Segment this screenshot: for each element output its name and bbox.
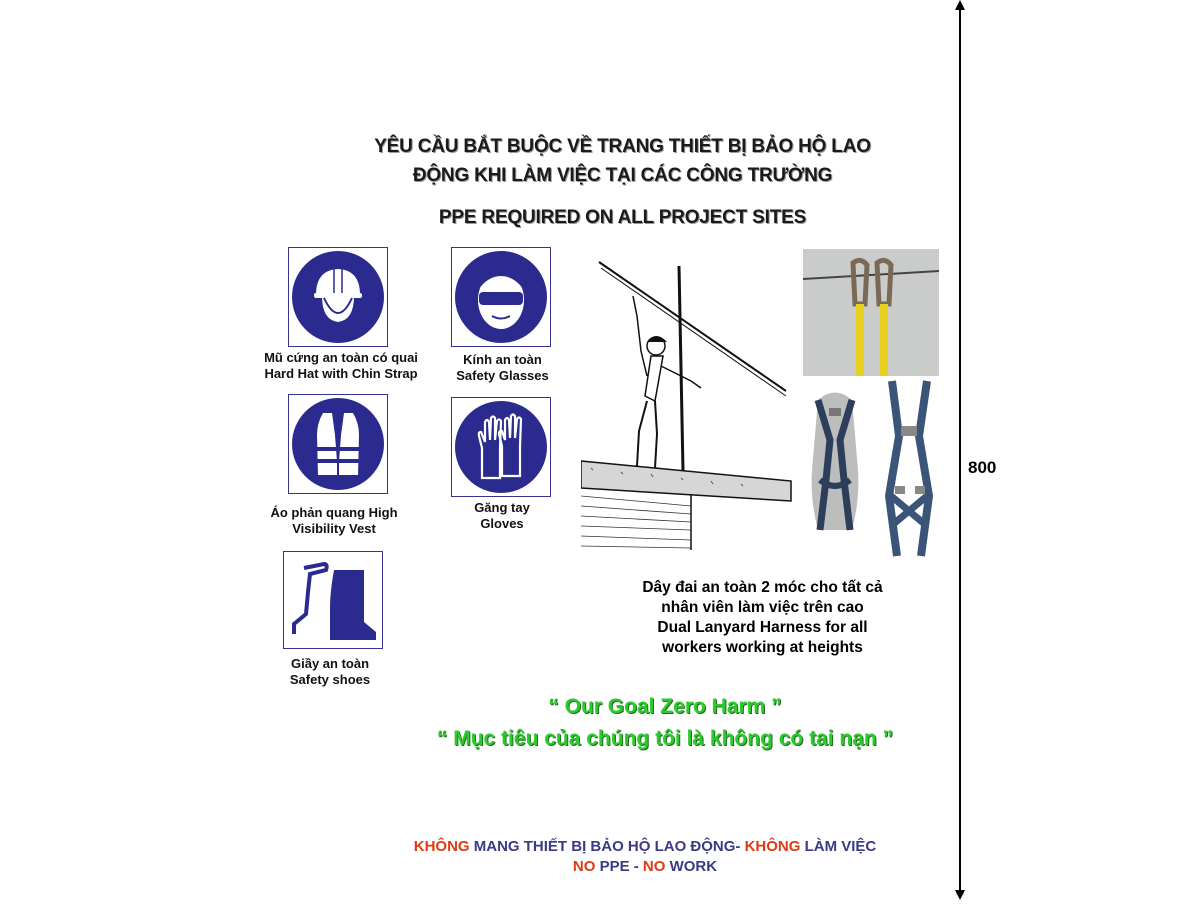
gloves-caption-vi: Găng tay [474,500,530,515]
harness-photo-back [800,380,870,560]
harness-caption [600,578,925,658]
footer-mang-thiet-bi: MANG THIẾT BỊ BẢO HỘ LAO ĐỘNG- [469,838,745,855]
footer-no-2: NO [642,858,666,875]
vest-caption [258,505,410,537]
footer-khong-1: KHÔNG [413,838,470,855]
hard-hat-caption-vi: Mũ cứng an toàn có quai [264,350,418,365]
safety-boot-caption-en: Safety shoes [289,672,371,687]
hard-hat-caption [255,350,427,382]
safety-glasses-sign [451,247,551,347]
title-english: PPE REQUIRED ON ALL PROJECT SITES [438,207,807,228]
harness-caption-line-3: Dual Lanyard Harness for all [657,619,868,636]
footer-ppe: PPE - [595,858,643,875]
safety-glasses-caption-en: Safety Glasses [456,368,549,383]
footer-line-1 [300,837,990,857]
safety-boot-icon [284,552,382,648]
safety-boot-caption [270,656,390,688]
goal-slogan-vietnamese: “ Mục tiêu của chúng tôi là không có tai nạn ” [436,727,894,750]
title-line-2: ĐỘNG KHI LÀM VIỆC TẠI CÁC CÔNG TRƯỜNG [412,165,833,186]
footer-no-1: NO [572,858,596,875]
title-line-1: YÊU CẦU BẮT BUỘC VỀ TRANG THIẾT BỊ BẢO HỘ LAO [374,136,871,157]
hard-hat-icon [289,248,387,346]
dimension-label: 800 [968,458,997,477]
lanyard-hooks-photo [803,249,939,376]
safety-boot-sign [283,551,383,649]
safety-boot-caption-vi: Giầy an toàn [290,656,370,671]
footer-line-2 [300,857,990,877]
gloves-sign [451,397,551,497]
goal-slogan-english: “ Our Goal Zero Harm ” [548,695,782,718]
high-visibility-vest-icon [289,395,387,493]
footer-work: WORK [665,858,718,875]
hard-hat-caption-en: Hard Hat with Chin Strap [264,366,418,381]
vest-caption-en: Visibility Vest [292,521,376,536]
hard-hat-sign [288,247,388,347]
worker-at-height-illustration [581,256,797,550]
harness-caption-line-1: Dây đai an toàn 2 móc cho tất cả [642,579,883,596]
gloves-caption [450,500,554,532]
vest-sign [288,394,388,494]
safety-glasses-caption-vi: Kính an toàn [463,352,542,367]
safety-glasses-icon [452,248,550,346]
gloves-icon [452,398,550,496]
vest-caption-vi: Áo phản quang High [270,505,398,520]
footer-khong-2: KHÔNG [744,838,801,855]
safety-glasses-caption [440,352,565,384]
harness-caption-line-4: workers working at heights [662,639,863,656]
footer-lam-viec: LÀM VIỆC [800,838,877,855]
harness-caption-line-2: nhân viên làm việc trên cao [661,599,864,616]
harness-photo-front [877,376,942,564]
gloves-caption-en: Gloves [480,516,524,531]
dimension-arrow [952,0,968,900]
